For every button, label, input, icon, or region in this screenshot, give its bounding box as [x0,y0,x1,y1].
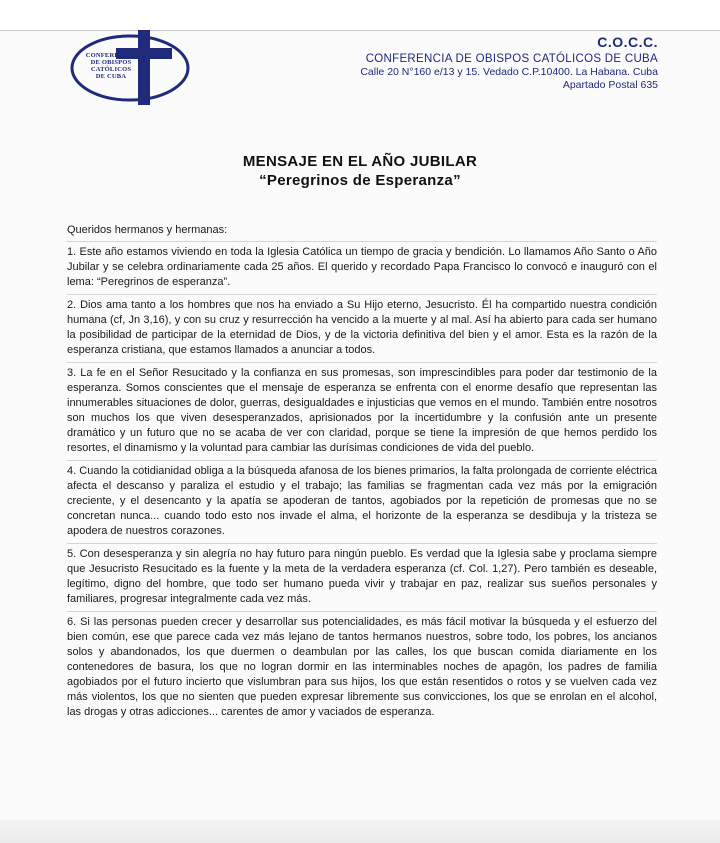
org-address: Calle 20 N°160 e/13 y 15. Vedado C.P.10400. La Habana. Cuba [360,66,658,78]
paragraph: 4. Cuando la cotidianidad obliga a la búsqueda afanosa de los bienes primarios, la falta prolongada de corriente eléctrica afecta el descanso y paraliza el estudio y el trabajo; las familias se fragmentan cada vez más por la emigración creciente, y el desencanto y la apatía se apoderan de tantos, agobiados por la repetición de promesas que no se concretan nunca... cuando todo esto nos invade el alma, el horizonte de la esperanza se desdibuja y la tristeza se apodera de nuestros corazones. [67,460,657,543]
logo-text [76,52,146,80]
paragraph: 6. Si las personas pueden crecer y desarrollar sus potencialidades, es más fácil motivar la búsqueda y el esfuerzo del bien común, ese que parece cada vez más lejano de tantos hermanos nuestros, sobre todo, los pobres, los ancianos solos y abandonados, los que duermen o deambulan por las calles, los que buscan comida diariamente en los contenedores de basura, los que no logran dormir en las interminables noches de apagón, los padres de familia agobiados por el futuro incierto que vislumbran para sus hijos, los que están resentidos o rotos y se vuelven cada vez más violentos, los que no sienten que pueden expresar libremente sus convicciones, los que se enrolan en el alcohol, las drogas y otras adicciones... carentes de amor y vaciados de esperanza. [67,611,657,724]
letterhead [360,34,658,91]
title-line: MENSAJE EN EL AÑO JUBILAR [242,153,478,170]
org-acronym: C.O.C.C. [597,34,658,50]
paragraph: 3. La fe en el Señor Resucitado y la confianza en sus promesas, son imprescindibles para poder dar testimonio de la esperanza. Somos conscientes que el mensaje de esperanza se enfrenta con el enorme desafío que representan las innumerables situaciones de dolor, guerras, desigualdades e injusticias que vemos en el mundo. También entre nosotros son muchos los que viven desesperanzados, aprisionados por la incertidumbre y la confusión ante un presente dramático y un futuro que no se acaba de ver con claridad, porque se tiene la impresión de que hemos perdido los resortes, el dinamismo y la voluntad para cambiar las durísimas condiciones de vida del pueblo. [67,362,657,460]
cocc-logo [68,30,198,105]
greeting: Queridos hermanos y hermanas: [67,224,228,236]
subtitle-line: “Peregrinos de Esperanza” [259,172,461,189]
paragraph: 5. Con desesperanza y sin alegría no hay futuro para ningún pueblo. Es verdad que la Iglesia sabe y proclama siempre que Jesucristo Resucitado es la fuente y la meta de la verdadera esperanza (cf. Col. 1,27). Pero también es deseable, legítimo, digno del hombre, que todo ser humano pueda vivir y trabajar en paz, realizar sus sueños personales y familiares, progresar integralmente cada vez más. [67,543,657,611]
logo-line: CATÓLICOS [90,66,132,73]
letter-body [67,223,657,724]
document-title [0,153,720,189]
page-bottom-edge [0,820,720,843]
logo-line: DE OBISPOS [90,59,132,66]
org-full-name: CONFERENCIA DE OBISPOS CATÓLICOS DE CUBA [365,53,658,65]
logo-line: DE CUBA [95,73,127,80]
paragraph: 1. Este año estamos viviendo en toda la Iglesia Católica un tiempo de gracia y bendición. Lo llamamos Año Santo o Año Jubilar y se celebra ordinariamente cada 25 años. El querido y recordado Papa Francisco lo convocó e inauguró con el lema: “Peregrinos de esperanza”. [67,241,657,294]
po-box: Apartado Postal 635 [562,79,658,91]
paragraph: 2. Dios ama tanto a los hombres que nos ha enviado a Su Hijo eterno, Jesucristo. Él ha compartido nuestra condición humana (cf, Jn 3,16), y con su cruz y resurrección ha vencido a la muerte y al mal. Así ha abierto para cada ser humano la posibilidad de participar de la eternidad de Dios, y de la victoria definitiva del bien y el amor. Esta es la razón de la esperanza cristiana, que estamos llamados a anunciar a todos. [67,294,657,362]
logo-line: CONFERENCIA [85,52,137,59]
